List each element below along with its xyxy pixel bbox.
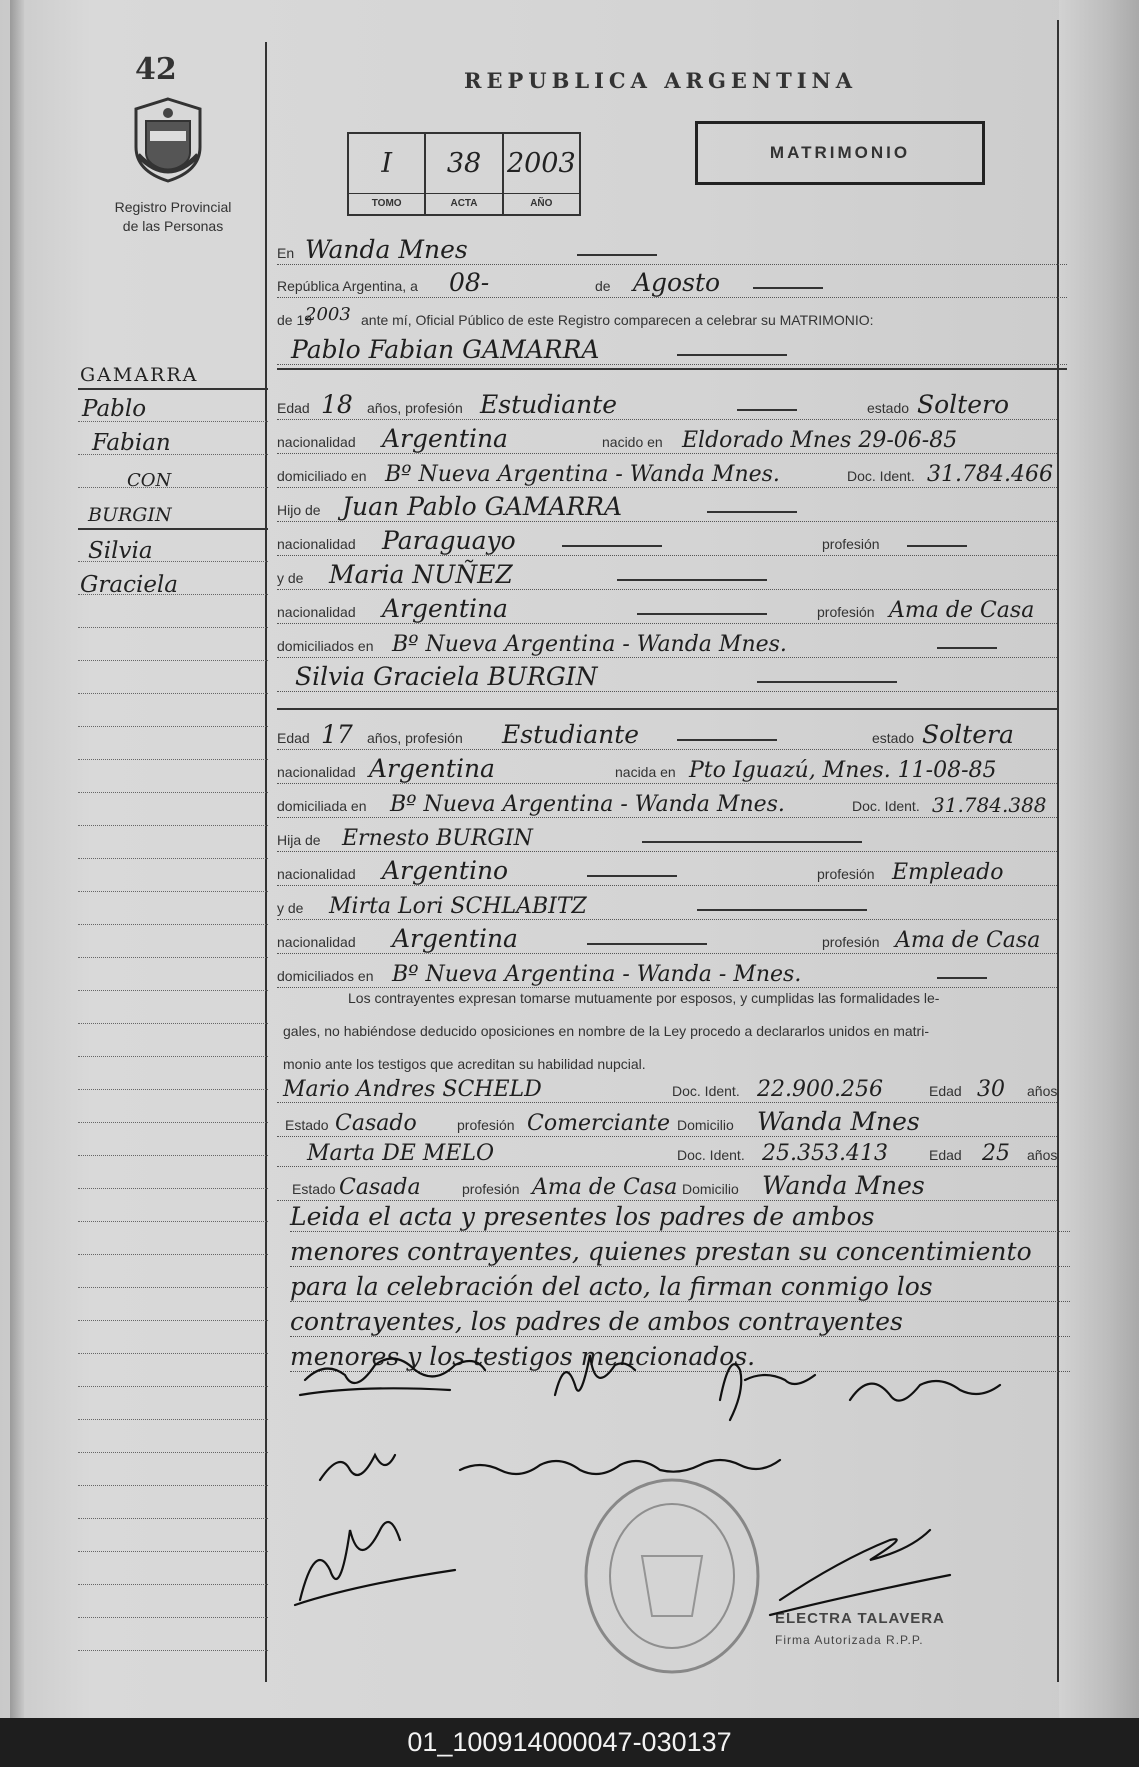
anos-label: años — [1027, 1083, 1058, 1099]
margin-line — [78, 1022, 268, 1024]
groom-mother-nationality: Argentina — [382, 594, 508, 623]
bride-name-row — [277, 657, 1057, 692]
profesion-label: profesión — [822, 536, 880, 552]
domicilio-label: Domicilio — [677, 1117, 734, 1133]
margin-line — [78, 857, 268, 859]
registry-line-1: Registro Provincial — [114, 199, 232, 215]
signature-father — [720, 1364, 815, 1420]
witness-2-name: Marta DE MELO — [307, 1141, 495, 1166]
groom-document: 31.784.466 — [927, 462, 1053, 487]
y-de-label: y de — [277, 570, 304, 586]
witness-1-marital-status: Casado — [335, 1111, 417, 1136]
groom-father-nationality-row — [277, 521, 1057, 556]
acta-cell — [426, 134, 503, 214]
domiciliados-label: domiciliados en — [277, 968, 374, 984]
bride-parents-address: Bº Nueva Argentina - Wanda - Mnes. — [392, 962, 802, 987]
fill-dash — [617, 579, 767, 581]
witness-1-address: Wanda Mnes — [757, 1107, 920, 1136]
year-prefix: de 19 — [277, 312, 313, 328]
record-type-box: MATRIMONIO — [695, 121, 985, 185]
bride-name: Silvia Graciela BURGIN — [295, 662, 598, 691]
year-value: 2003 — [305, 304, 351, 325]
day-value: 08- — [449, 268, 490, 297]
margin-line — [78, 890, 268, 892]
note-line-3: para la celebración del acto, la firman conmigo los — [290, 1272, 1070, 1302]
fill-dash — [937, 977, 987, 979]
signature-bride-mother — [460, 1460, 780, 1474]
margin-bride-surname: BURGIN — [88, 504, 172, 526]
declaration-text — [283, 982, 1063, 1081]
profesion-label: profesión — [817, 866, 875, 882]
margin-line — [78, 1286, 268, 1288]
note-line-5: menores y los testigos mencionados. — [290, 1342, 1070, 1372]
declaration-line-3: monio ante los testigos que acreditan su habilidad nupcial. — [283, 1056, 646, 1072]
tomo-value: I — [381, 148, 392, 179]
declaration-line-2: gales, no habiéndose deducido oposiciones en nombre de la Ley procedo a declararlos unidos en matri- — [283, 1023, 929, 1039]
note-line-2: menores contrayentes, quienes prestan su concentimiento — [290, 1237, 1070, 1267]
groom-father: Juan Pablo GAMARRA — [342, 492, 623, 521]
bride-mother-row — [277, 885, 1057, 920]
margin-line — [78, 1154, 268, 1156]
estado-label: Estado — [292, 1181, 336, 1197]
bride-birthplace: Pto Iguazú, Mnes. 11-08-85 — [689, 758, 997, 783]
fill-dash — [753, 287, 823, 289]
nacido-label: nacido en — [602, 434, 663, 450]
margin-line — [78, 1220, 268, 1222]
fill-dash — [707, 511, 797, 513]
bride-mother-nationality: Argentina — [392, 924, 518, 953]
nacionalidad-label: nacionalidad — [277, 536, 356, 552]
fill-dash — [587, 875, 677, 877]
margin-line — [78, 1550, 268, 1552]
bride-nationality-row — [277, 749, 1057, 784]
margin-line — [78, 527, 268, 530]
bride-age-row — [277, 715, 1057, 750]
signature-mother — [320, 1455, 395, 1480]
witness-1-document: 22.900.256 — [757, 1077, 883, 1102]
margin-line — [78, 1385, 268, 1387]
bride-father-profession: Empleado — [892, 860, 1004, 885]
groom-nationality-row — [277, 419, 1057, 454]
edad-label: Edad — [929, 1147, 962, 1163]
comparecen-text: ante mí, Oficial Público de este Registro comparecen a celebrar su MATRIMONIO: — [361, 312, 874, 328]
en-label: En — [277, 245, 295, 261]
bride-profession: Estudiante — [502, 720, 640, 749]
margin-line — [78, 1253, 268, 1255]
margin-line — [78, 692, 268, 694]
witness-2-row — [277, 1132, 1057, 1167]
fill-dash — [937, 647, 997, 649]
margin-bride-first-name: Silvia — [88, 538, 153, 564]
acta-value: 38 — [446, 148, 482, 179]
year-row — [277, 297, 1067, 331]
note-line-4: contrayentes, los padres de ambos contrayentes — [290, 1307, 1070, 1337]
hija-label: Hija de — [277, 832, 321, 848]
groom-age-row — [277, 385, 1057, 420]
page-left-edge — [10, 0, 24, 1718]
margin-line — [78, 758, 268, 760]
section-divider — [277, 368, 1067, 370]
witness-1-name: Mario Andres SCHELD — [283, 1077, 542, 1102]
republica-label: República Argentina, a — [277, 278, 418, 294]
fill-dash — [562, 545, 662, 547]
domiciliada-label: domiciliada en — [277, 798, 367, 814]
margin-line — [78, 1088, 268, 1090]
margin-line — [78, 956, 268, 958]
margin-line — [78, 387, 268, 390]
groom-father-nationality: Paraguayo — [382, 526, 516, 555]
margin-line — [78, 1649, 268, 1651]
estado-label: Estado — [285, 1117, 329, 1133]
signatory-stamp-name: ELECTRA TALAVERA — [775, 1610, 945, 1627]
margin-line — [78, 1121, 268, 1123]
margin-line — [78, 626, 268, 628]
witness-1-row — [277, 1068, 1057, 1103]
page-right-edge — [1059, 0, 1139, 1718]
domicilio-label: Domicilio — [682, 1181, 739, 1197]
witness-2-document: 25.353.413 — [762, 1141, 888, 1166]
groom-profession: Estudiante — [480, 390, 618, 419]
margin-line — [78, 725, 268, 727]
margin-line — [78, 1187, 268, 1189]
groom-mother-profession: Ama de Casa — [889, 598, 1035, 623]
nacionalidad-label: nacionalidad — [277, 934, 356, 950]
declaration-line-1: Los contrayentes expresan tomarse mutuamente por esposos, y cumplidas las formalidades le- — [348, 990, 940, 1006]
margin-line — [78, 1583, 268, 1585]
groom-mother-nationality-row — [277, 589, 1057, 624]
profesion-label: profesión — [462, 1181, 520, 1197]
nacida-label: nacida en — [615, 764, 676, 780]
groom-age: 18 — [321, 390, 353, 419]
bride-father-row — [277, 817, 1057, 852]
bride-marital-status: Soltera — [922, 720, 1014, 749]
anos-label: años — [1027, 1147, 1058, 1163]
witness-2-profession: Ama de Casa — [532, 1175, 678, 1200]
margin-divider — [265, 42, 267, 1682]
fill-dash — [757, 681, 897, 683]
groom-marital-status: Soltero — [917, 390, 1010, 419]
fill-dash — [637, 613, 767, 615]
acta-label: ACTA — [426, 193, 501, 214]
margin-line — [78, 791, 268, 793]
month-value: Agosto — [633, 268, 721, 297]
coat-of-arms-icon — [128, 95, 208, 183]
profesion-label: profesión — [817, 604, 875, 620]
groom-mother: Maria NUÑEZ — [329, 560, 513, 589]
anos-profesion-label: años, profesión — [367, 400, 463, 416]
groom-name: Pablo Fabian GAMARRA — [291, 335, 600, 364]
margin-line — [78, 1517, 268, 1519]
witness-1-profession: Comerciante — [527, 1111, 670, 1136]
profesion-label: profesión — [457, 1117, 515, 1133]
ano-value: 2003 — [506, 148, 576, 179]
bride-nationality: Argentina — [369, 754, 495, 783]
signature-officer — [770, 1530, 950, 1615]
margin-line — [78, 1319, 268, 1321]
fill-dash — [697, 909, 867, 911]
witness-2-detail-row — [277, 1166, 1057, 1201]
tomo-cell — [349, 134, 426, 214]
domiciliado-label: domiciliado en — [277, 468, 367, 484]
bride-mother-nationality-row — [277, 919, 1057, 954]
bride-father-nationality-row — [277, 851, 1057, 886]
date-row — [277, 263, 1067, 298]
tomo-label: TOMO — [349, 193, 424, 214]
margin-surname: GAMARRA — [80, 364, 199, 386]
bride-document: 31.784.388 — [932, 793, 1047, 817]
doc-label: Doc. Ident. — [672, 1083, 740, 1099]
margin-line — [78, 1055, 268, 1057]
margin-connector: CON — [127, 470, 172, 491]
de-label: de — [595, 278, 611, 294]
fill-dash — [907, 545, 967, 547]
section-divider — [277, 708, 1057, 710]
witness-2-marital-status: Casada — [339, 1175, 421, 1200]
margin-line — [78, 1352, 268, 1354]
witness-1-age: 30 — [977, 1077, 1005, 1102]
edad-label: Edad — [277, 730, 310, 746]
margin-line — [78, 923, 268, 925]
page-number: 42 — [135, 52, 177, 87]
groom-parents-address: Bº Nueva Argentina - Wanda Mnes. — [392, 632, 787, 657]
margin-line — [78, 989, 268, 991]
margin-line — [78, 1616, 268, 1618]
margin-line — [78, 486, 268, 488]
margin-bride-middle-name: Graciela — [80, 572, 178, 598]
bride-age: 17 — [321, 720, 353, 749]
profesion-label: profesión — [822, 934, 880, 950]
signature-witness-2 — [295, 1522, 455, 1605]
registration-box — [347, 132, 581, 216]
margin-first-name: Pablo — [82, 396, 147, 422]
place-row — [277, 230, 1067, 265]
edad-label: Edad — [929, 1083, 962, 1099]
bride-father-nationality: Argentino — [382, 856, 509, 885]
ano-label: AÑO — [504, 193, 579, 214]
fill-dash — [737, 409, 797, 411]
margin-line — [78, 824, 268, 826]
signatory-stamp-role: Firma Autorizada R.P.P. — [775, 1633, 924, 1647]
nacionalidad-label: nacionalidad — [277, 434, 356, 450]
fill-dash — [577, 254, 657, 256]
nacionalidad-label: nacionalidad — [277, 604, 356, 620]
registry-name — [88, 198, 258, 236]
official-seal-stamp — [582, 1476, 762, 1676]
bride-address-row — [277, 783, 1057, 818]
nacionalidad-label: nacionalidad — [277, 866, 356, 882]
nacionalidad-label: nacionalidad — [277, 764, 356, 780]
groom-parents-address-row — [277, 623, 1057, 658]
groom-nationality: Argentina — [382, 424, 508, 453]
margin-middle-name: Fabian — [92, 430, 171, 456]
groom-address: Bº Nueva Argentina - Wanda Mnes. — [385, 462, 780, 487]
signature-witness-1 — [850, 1381, 1000, 1401]
registry-line-2: de las Personas — [122, 218, 224, 234]
bride-address: Bº Nueva Argentina - Wanda Mnes. — [390, 792, 785, 817]
bride-father: Ernesto BURGIN — [342, 826, 533, 851]
bride-mother-profession: Ama de Casa — [895, 928, 1041, 953]
groom-birthplace: Eldorado Mnes 29-06-85 — [682, 428, 958, 453]
witness-2-address: Wanda Mnes — [762, 1171, 925, 1200]
margin-line — [78, 659, 268, 661]
fill-dash — [677, 739, 777, 741]
fill-dash — [587, 943, 707, 945]
bride-mother: Mirta Lori SCHLABITZ — [329, 894, 587, 919]
y-de-label: y de — [277, 900, 304, 916]
note-line-1: Leida el acta y presentes los padres de ambos — [290, 1202, 1070, 1232]
margin-line — [78, 1451, 268, 1453]
signature-groom-underline — [300, 1388, 450, 1395]
witness-2-age: 25 — [982, 1141, 1010, 1166]
country-heading: REPUBLICA ARGENTINA — [464, 68, 858, 93]
doc-label: Doc. Ident. — [852, 798, 920, 814]
fill-dash — [677, 354, 787, 356]
estado-label: estado — [867, 400, 910, 416]
image-id-caption: 01_100914000047-030137 — [0, 1718, 1139, 1767]
anos-profesion-label: años, profesión — [367, 730, 463, 746]
edad-label: Edad — [277, 400, 310, 416]
fill-dash — [642, 841, 862, 843]
groom-address-row — [277, 453, 1057, 488]
domiciliados-label: domiciliados en — [277, 638, 374, 654]
doc-label: Doc. Ident. — [677, 1147, 745, 1163]
margin-line — [78, 1418, 268, 1420]
ano-cell — [504, 134, 579, 214]
margin-line — [78, 1484, 268, 1486]
groom-father-row — [277, 487, 1057, 522]
groom-mother-row — [277, 555, 1057, 590]
hijo-label: Hijo de — [277, 502, 321, 518]
doc-label: Doc. Ident. — [847, 468, 915, 484]
groom-name-row — [277, 330, 1067, 365]
place-value: Wanda Mnes — [305, 235, 468, 264]
estado-label: estado — [872, 730, 915, 746]
